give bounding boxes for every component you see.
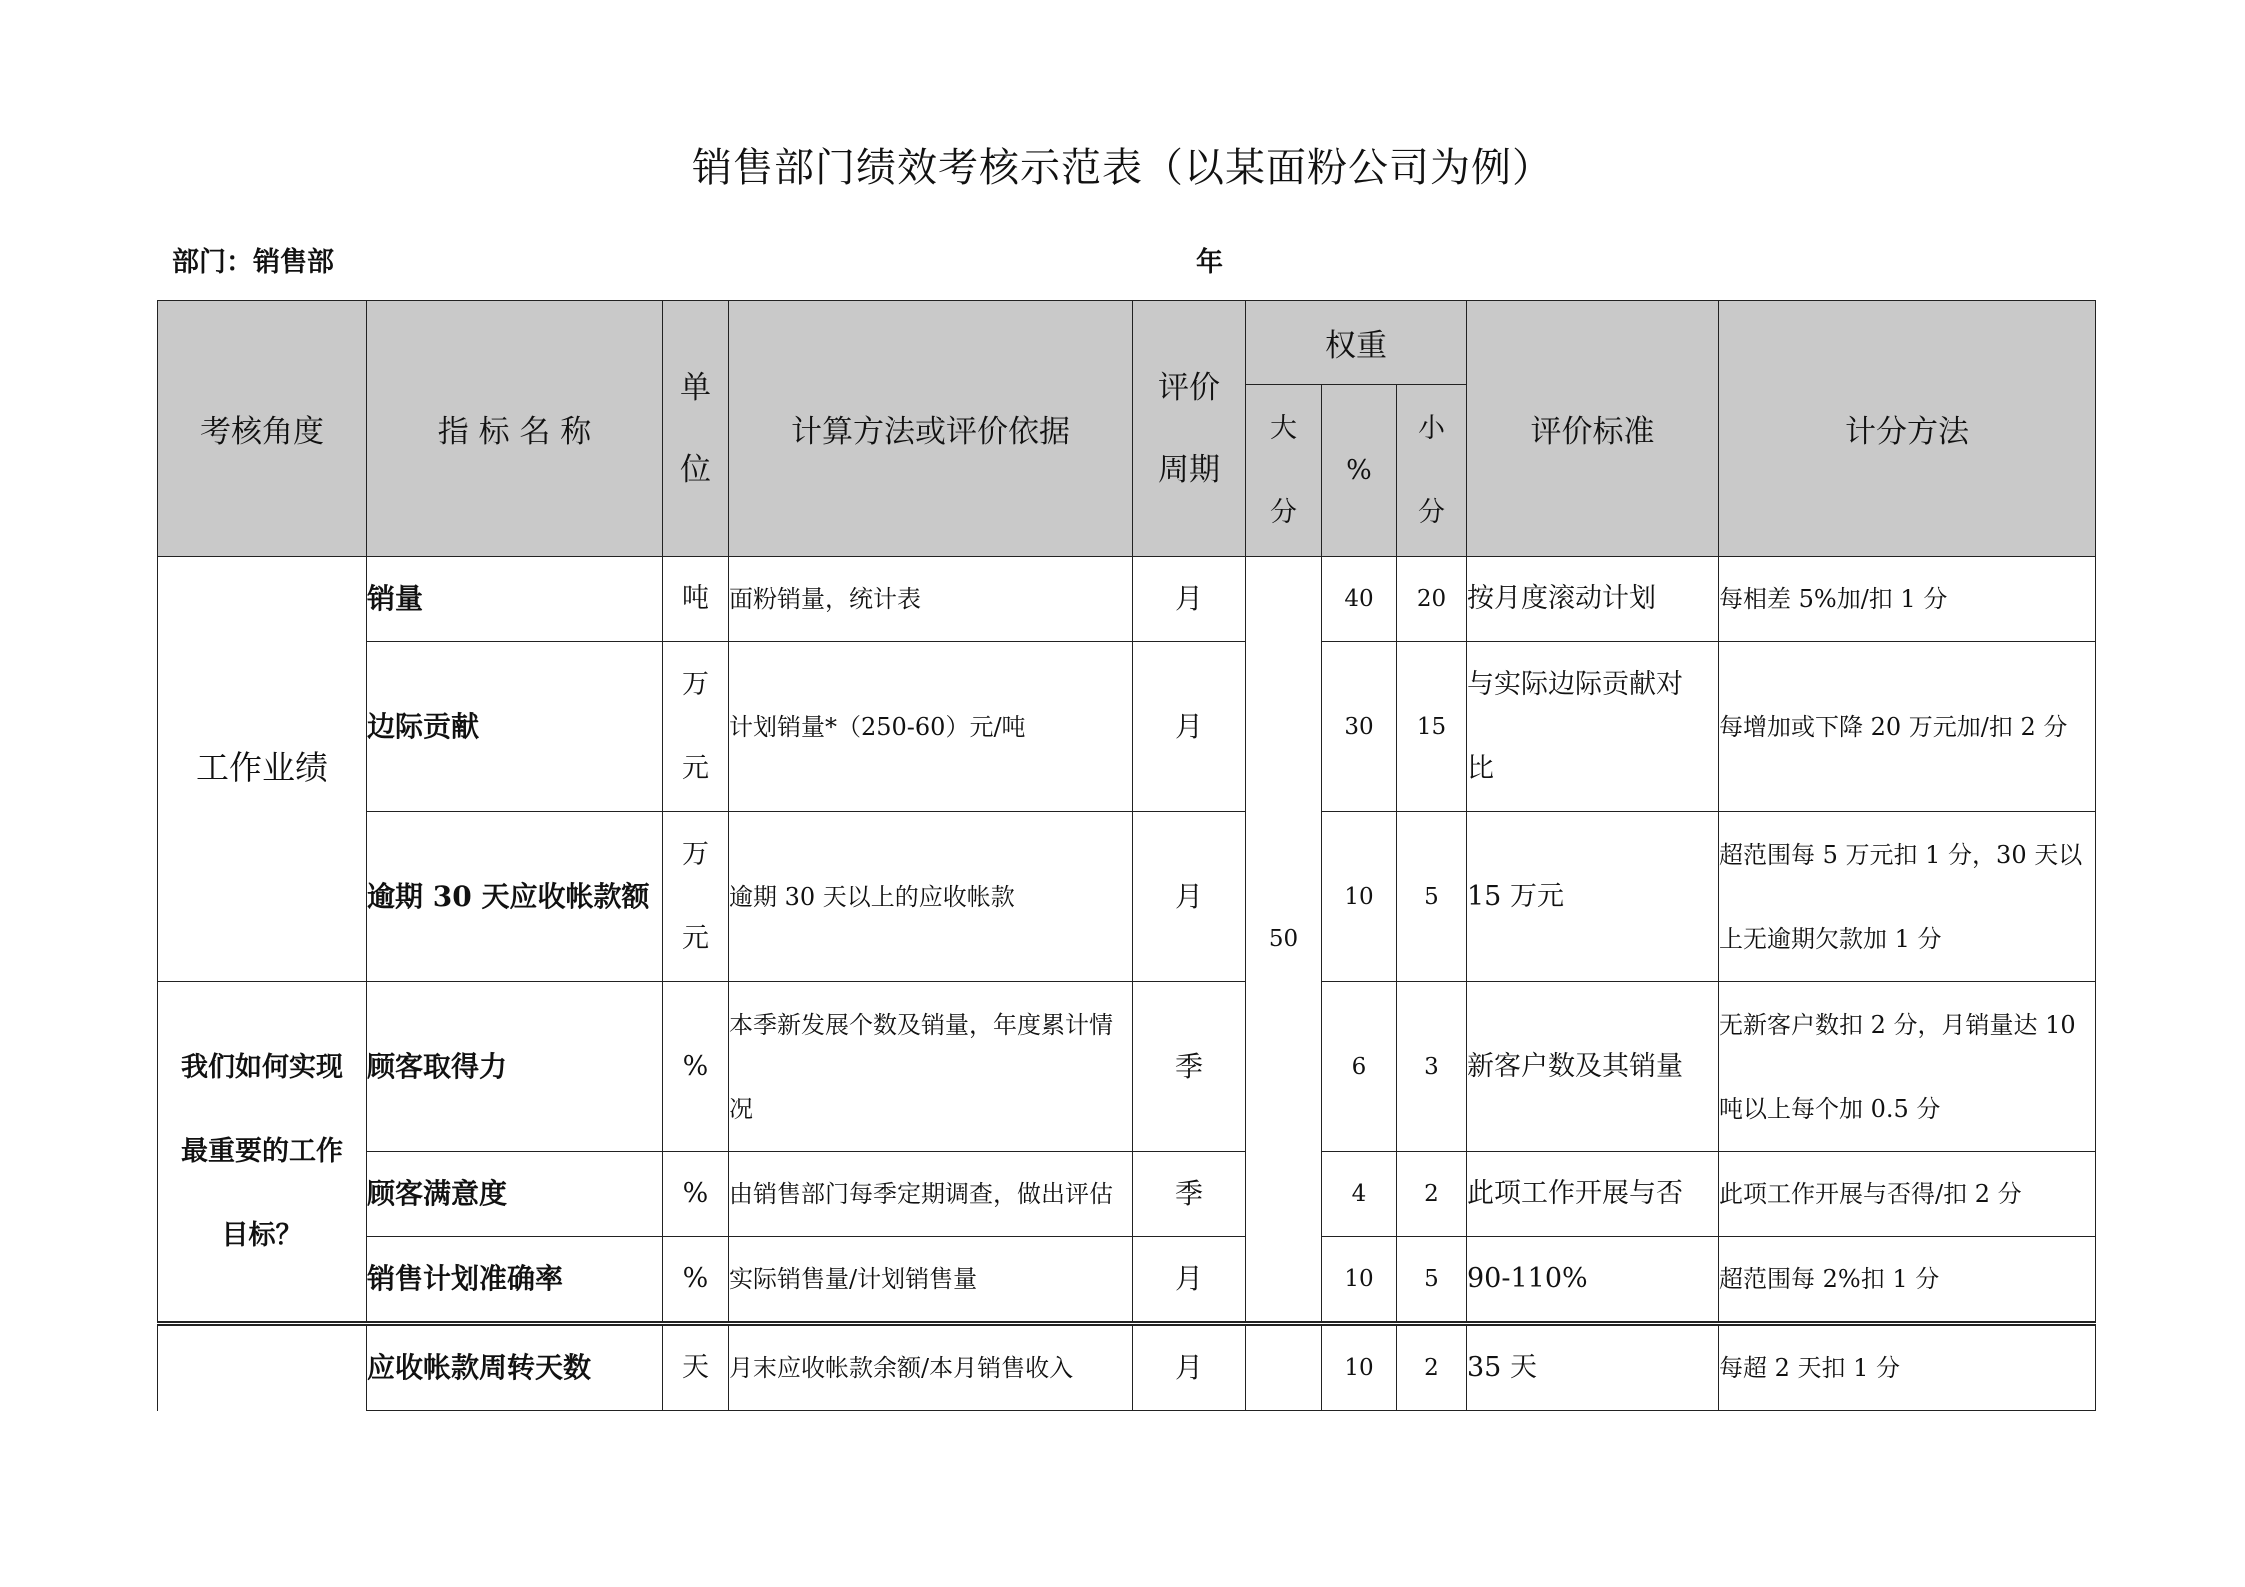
period-cell: 月 [1133, 812, 1246, 982]
perspective-blank [158, 1324, 367, 1411]
percent-cell: 10 [1322, 812, 1397, 982]
small-score-cell: 2 [1397, 1152, 1467, 1237]
calc-cell: 面粉销量，统计表 [729, 557, 1133, 642]
standard-cell: 按月度滚动计划 [1467, 557, 1719, 642]
unit-cell: 吨 [663, 557, 729, 642]
indicator-name: 销售计划准确率 [367, 1237, 663, 1324]
perspective-question: 我们如何实现 最重要的工作 目标？ [158, 982, 367, 1324]
header-small-score: 小 分 [1397, 385, 1467, 557]
percent-cell: 40 [1322, 557, 1397, 642]
indicator-name: 应收帐款周转天数 [367, 1324, 663, 1411]
indicator-name: 销量 [367, 557, 663, 642]
calc-cell: 实际销售量/计划销售量 [729, 1237, 1133, 1324]
standard-cell: 90-110% [1467, 1237, 1719, 1324]
scoring-cell: 超范围每 5 万元扣 1 分，30 天以 上无逾期欠款加 1 分 [1719, 812, 2096, 982]
percent-cell: 10 [1322, 1324, 1397, 1411]
table-row [158, 812, 2096, 982]
scoring-cell: 每相差 5%加/扣 1 分 [1719, 557, 2096, 642]
calc-cell: 本季新发展个数及销量，年度累计情 况 [729, 982, 1133, 1152]
unit-cell: 万 元 [663, 642, 729, 812]
period-cell: 月 [1133, 1237, 1246, 1324]
period-cell: 季 [1133, 982, 1246, 1152]
big-score-cell: 50 [1246, 557, 1322, 1324]
table-row [158, 982, 2096, 1152]
header-weight: 权重 [1246, 301, 1467, 385]
indicator-name: 顾客满意度 [367, 1152, 663, 1237]
header-perspective: 考核角度 [158, 301, 367, 557]
percent-cell: 10 [1322, 1237, 1397, 1324]
header-scoring: 计分方法 [1719, 301, 2096, 557]
scoring-cell: 每超 2 天扣 1 分 [1719, 1324, 2096, 1411]
percent-cell: 6 [1322, 982, 1397, 1152]
scoring-cell: 超范围每 2%扣 1 分 [1719, 1237, 2096, 1324]
indicator-name: 逾期 30 天应收帐款额 [367, 812, 663, 982]
period-cell: 季 [1133, 1152, 1246, 1237]
period-cell: 月 [1133, 557, 1246, 642]
table-row [158, 557, 2096, 642]
indicator-name: 边际贡献 [367, 642, 663, 812]
standard-cell: 新客户数及其销量 [1467, 982, 1719, 1152]
scoring-cell: 每增加或下降 20 万元加/扣 2 分 [1719, 642, 2096, 812]
department-label: 部门：销售部 [172, 247, 334, 278]
page-title: 销售部门绩效考核示范表（以某面粉公司为例） [692, 145, 1553, 191]
percent-cell: 4 [1322, 1152, 1397, 1237]
calc-cell: 月末应收帐款余额/本月销售收入 [729, 1324, 1133, 1411]
table-row [158, 1152, 2096, 1237]
small-score-cell: 5 [1397, 812, 1467, 982]
standard-cell: 此项工作开展与否 [1467, 1152, 1719, 1237]
standard-cell: 35 天 [1467, 1324, 1719, 1411]
small-score-cell: 2 [1397, 1324, 1467, 1411]
unit-cell: % [663, 982, 729, 1152]
unit-cell: 万 元 [663, 812, 729, 982]
year-label: 年 [1196, 247, 1223, 278]
period-cell: 月 [1133, 1324, 1246, 1411]
header-period: 评价 周期 [1133, 301, 1246, 557]
perspective-work-performance: 工作业绩 [158, 557, 367, 982]
unit-cell: % [663, 1152, 729, 1237]
scoring-cell: 此项工作开展与否得/扣 2 分 [1719, 1152, 2096, 1237]
header-indicator: 指 标 名 称 [367, 301, 663, 557]
period-cell: 月 [1133, 642, 1246, 812]
small-score-cell: 5 [1397, 1237, 1467, 1324]
header-big-score: 大 分 [1246, 385, 1322, 557]
header-percent: % [1322, 385, 1397, 557]
calc-cell: 由销售部门每季定期调查，做出评估 [729, 1152, 1133, 1237]
small-score-cell: 20 [1397, 557, 1467, 642]
calc-cell: 计划销量*（250-60）元/吨 [729, 642, 1133, 812]
header-unit: 单 位 [663, 301, 729, 557]
standard-cell: 15 万元 [1467, 812, 1719, 982]
table-row [158, 1324, 2096, 1411]
standard-cell: 与实际边际贡献对 比 [1467, 642, 1719, 812]
scoring-cell: 无新客户数扣 2 分，月销量达 10 吨以上每个加 0.5 分 [1719, 982, 2096, 1152]
table-row [158, 1237, 2096, 1324]
small-score-cell: 3 [1397, 982, 1467, 1152]
percent-cell: 30 [1322, 642, 1397, 812]
unit-cell: % [663, 1237, 729, 1324]
calc-cell: 逾期 30 天以上的应收帐款 [729, 812, 1133, 982]
indicator-name: 顾客取得力 [367, 982, 663, 1152]
header-standard: 评价标准 [1467, 301, 1719, 557]
big-score-cell-blank [1246, 1324, 1322, 1411]
small-score-cell: 15 [1397, 642, 1467, 812]
unit-cell: 天 [663, 1324, 729, 1411]
kpi-table [157, 300, 2096, 1411]
table-row [158, 642, 2096, 812]
header-calc: 计算方法或评价依据 [729, 301, 1133, 557]
